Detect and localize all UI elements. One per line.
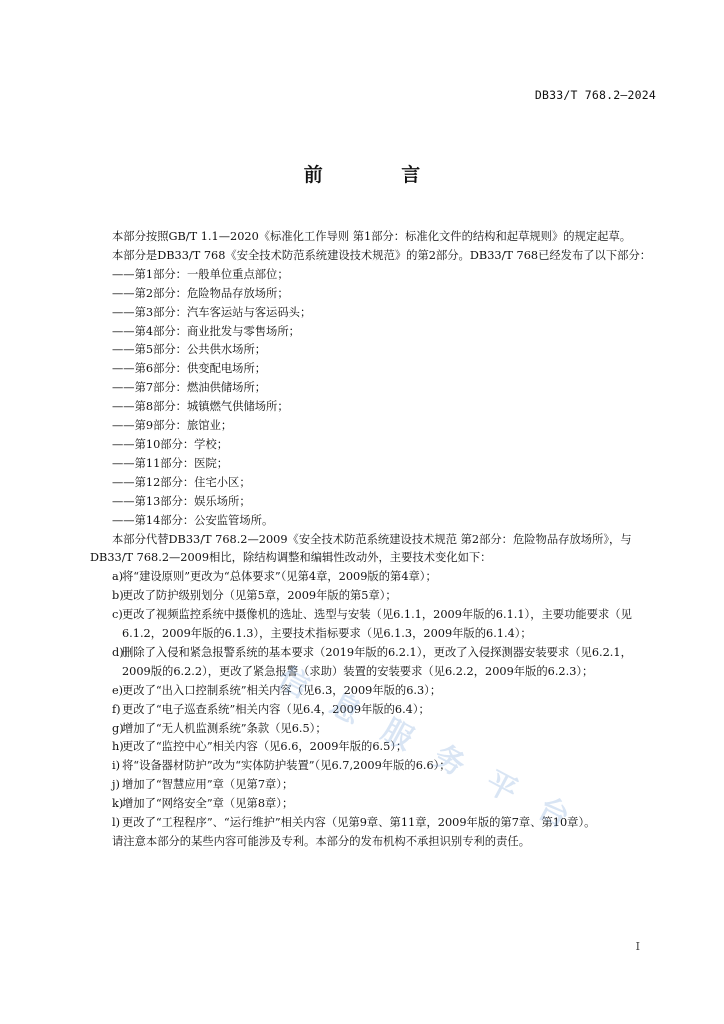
change-text: 更改了“工程程序”、“运行维护”相关内容（见第9章、第11章，2009年版的第7章、第10章）。: [122, 816, 596, 830]
change-text: 更改了“电子巡查系统”相关内容（见6.4，2009年版的6.4）；: [122, 702, 430, 716]
document-id: DB33/T 768.2—2024: [534, 88, 656, 102]
replacement-paragraph: 本部分代替DB33/T 768.2—2009《安全技术防范系统建设技术规范 第2部分：危险物品存放场所》，与DB33/T 768.2—2009相比，除结构调整和编辑性改动外，主要技术变化如下：: [90, 532, 632, 565]
list-item: ——第9部分：旅馆业；: [112, 419, 233, 433]
change-marker: i): [112, 759, 121, 773]
list-item: ——第3部分：汽车客运站与客运码头；: [112, 305, 312, 319]
change-marker: d): [112, 645, 124, 659]
change-marker: c): [112, 608, 123, 622]
list-item: ——第8部分：城镇燃气供储场所；: [112, 400, 289, 414]
change-marker: b): [112, 589, 124, 603]
change-text: 更改了防护级别划分（见第5章，2009年版的第5章）；: [122, 589, 397, 603]
changes-list: [90, 568, 660, 833]
change-marker: e): [112, 683, 124, 697]
list-item: ——第7部分：燃油供储场所；: [112, 381, 267, 395]
change-text: 增加了“智慧应用”章（见第7章）；: [122, 778, 294, 792]
list-item: ——第11部分：医院；: [112, 456, 229, 470]
change-marker: a): [112, 570, 124, 584]
change-text: 增加了“网络安全”章（见第8章）；: [122, 797, 294, 811]
change-text: 更改了视频监控系统中摄像机的选址、选型与安装（见6.1.1，2009年版的6.1.1），主要功能要求（见6.1.2，2009年版的6.1.3），主要技术指标要求（见6.1.3，2009年版的6.1.4）；: [122, 608, 632, 641]
change-marker: g): [112, 721, 124, 735]
change-item: [90, 606, 660, 644]
change-text: 更改了“监控中心”相关内容（见6.6，2009年版的6.5）；: [122, 740, 408, 754]
watermark-char: 务: [427, 738, 471, 784]
intro-paragraph-1: 本部分按照GB/T 1.1—2020《标准化工作导则 第1部分：标准化文件的结构和起草规则》的规定起草。: [112, 230, 632, 243]
list-item: ——第10部分：学校；: [112, 437, 229, 451]
change-item: [90, 757, 660, 776]
change-marker: h): [112, 740, 124, 754]
change-text: 增加了“无人机监测系统”条款（见6.5）；: [122, 721, 327, 735]
list-item: ——第6部分：供变配电场所；: [112, 362, 267, 376]
page-number: I: [635, 940, 640, 953]
change-item: [90, 568, 660, 587]
list-item: ——第14部分：公安监管场所。: [112, 513, 274, 527]
change-item: [90, 814, 660, 833]
change-item: [90, 795, 660, 814]
change-item: [90, 738, 660, 757]
list-item: ——第2部分：危险物品存放场所；: [112, 286, 289, 300]
watermark-char: 服: [375, 712, 419, 758]
change-item: [90, 587, 660, 606]
list-item: ——第12部分：住宅小区；: [112, 475, 251, 489]
list-item: ——第13部分：娱乐场所；: [112, 494, 251, 508]
watermark-char: 台: [531, 790, 575, 836]
change-marker: l): [112, 816, 121, 830]
change-item: [90, 720, 660, 739]
watermark-char: 息: [323, 686, 367, 732]
change-marker: j): [112, 778, 120, 792]
patent-note: 请注意本部分的某些内容可能涉及专利。本部分的发布机构不承担识别专利的责任。: [112, 835, 530, 848]
parts-list: [90, 266, 660, 531]
list-item: ——第4部分：商业批发与零售场所；: [112, 324, 300, 338]
change-marker: k): [112, 797, 124, 811]
section-title: 前 言: [303, 164, 457, 186]
list-item: ——第5部分：公共供水场所；: [112, 343, 267, 357]
change-item: [90, 682, 660, 701]
change-text: 更改了“出入口控制系统”相关内容（见6.3，2009年版的6.3）；: [122, 683, 442, 697]
change-item: [90, 776, 660, 795]
change-text: 将“设备器材防护”改为“实体防护装置”（见6.7,2009年版的6.6）；: [122, 759, 451, 773]
change-text: 将“建设原则”更改为“总体要求”（见第4章，2009版的第4章）；: [122, 570, 437, 584]
watermark-char: 信: [271, 660, 315, 706]
foreword-body: [90, 228, 660, 852]
change-text: 删除了入侵和紧急报警系统的基本要求（2019年版的6.2.1），更改了入侵探测器安装要求（见6.2.1，2009版的6.2.2），更改了紧急报警（求助）装置的安装要求（见6.2.2，2009年版的6.2.3）；: [122, 645, 632, 678]
change-item: [90, 644, 660, 682]
change-item: [90, 701, 660, 720]
watermark-char: 平: [479, 764, 523, 810]
change-marker: f): [112, 702, 121, 716]
list-item: ——第1部分：一般单位重点部位；: [112, 267, 289, 281]
intro-paragraph-2: 本部分是DB33/T 768《安全技术防范系统建设技术规范》的第2部分。DB33/T 768已经发布了以下部分：: [112, 248, 652, 262]
